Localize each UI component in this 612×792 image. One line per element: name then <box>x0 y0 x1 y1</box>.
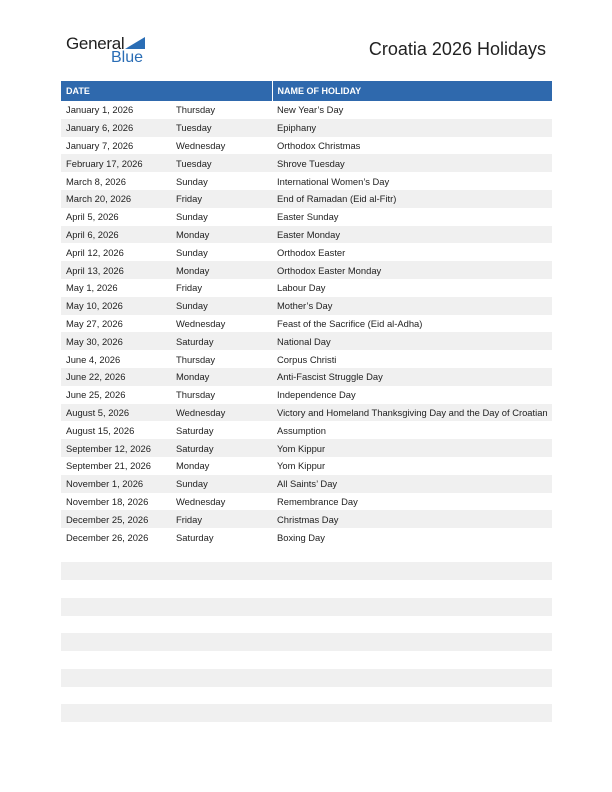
table-row <box>61 261 552 279</box>
cell-weekday: Tuesday <box>171 119 272 137</box>
table-row <box>61 243 552 261</box>
holiday-name-text: Boxing Day <box>277 531 325 543</box>
holiday-name-text: End of Ramadan (Eid al-Fitr) <box>277 193 397 205</box>
cell-date: March 20, 2026 <box>61 190 171 208</box>
table-row <box>61 386 552 404</box>
holiday-name-text: Epiphany <box>277 122 317 134</box>
holiday-name-text: Corpus Christi <box>277 353 337 365</box>
cell-holiday-name <box>272 154 552 172</box>
table-row <box>61 297 552 315</box>
cell-weekday: Thursday <box>171 386 272 404</box>
table-row <box>61 315 552 333</box>
cell-weekday: Wednesday <box>171 493 272 511</box>
holiday-name-text: Labour Day <box>277 282 326 294</box>
table-row <box>61 154 552 172</box>
cell-weekday: Monday <box>171 457 272 475</box>
cell-date: April 12, 2026 <box>61 243 171 261</box>
cell-holiday-name <box>272 315 552 333</box>
cell-holiday-name <box>272 119 552 137</box>
cell-holiday-name <box>272 226 552 244</box>
holiday-name-text: Mother’s Day <box>277 300 333 312</box>
cell-holiday-name <box>272 297 552 315</box>
logo-triangle-icon <box>125 37 145 49</box>
cell-weekday: Wednesday <box>171 137 272 155</box>
cell-holiday-name <box>272 404 552 422</box>
cell-weekday: Friday <box>171 279 272 297</box>
cell-holiday-name <box>272 439 552 457</box>
table-row <box>61 421 552 439</box>
header-holiday-name: NAME OF HOLIDAY <box>272 81 552 101</box>
cell-weekday: Friday <box>171 190 272 208</box>
cell-date: December 26, 2026 <box>61 528 171 546</box>
header-date: DATE <box>61 81 272 101</box>
cell-weekday: Sunday <box>171 172 272 190</box>
logo-text-general: General <box>66 34 125 53</box>
cell-date: April 13, 2026 <box>61 261 171 279</box>
cell-date: May 27, 2026 <box>61 315 171 333</box>
holiday-name-text: Independence Day <box>277 389 356 401</box>
cell-date: September 12, 2026 <box>61 439 171 457</box>
holiday-name-text: Feast of the Sacrifice (Eid al-Adha) <box>277 317 423 329</box>
cell-weekday: Thursday <box>171 350 272 368</box>
table-row <box>61 457 552 475</box>
generalblue-logo <box>66 34 156 68</box>
holiday-name-text: Remembrance Day <box>277 495 358 507</box>
table-row <box>61 101 552 119</box>
cell-weekday: Saturday <box>171 332 272 350</box>
holiday-name-text: Yom Kippur <box>277 442 326 454</box>
cell-weekday: Sunday <box>171 243 272 261</box>
table-row <box>61 439 552 457</box>
holiday-name-text: New Year’s Day <box>277 104 344 116</box>
holiday-name-text: Shrove Tuesday <box>277 157 345 169</box>
table-row <box>61 404 552 422</box>
cell-date: November 1, 2026 <box>61 475 171 493</box>
cell-date: November 18, 2026 <box>61 493 171 511</box>
cell-holiday-name <box>272 386 552 404</box>
cell-weekday: Tuesday <box>171 154 272 172</box>
holiday-name-text: Yom Kippur <box>277 460 326 472</box>
cell-holiday-name <box>272 101 552 119</box>
holiday-name-text: Orthodox Christmas <box>277 139 361 151</box>
table-row <box>61 510 552 528</box>
table-header-row <box>61 81 552 101</box>
cell-date: May 30, 2026 <box>61 332 171 350</box>
cell-holiday-name <box>272 528 552 546</box>
holiday-name-text: Easter Sunday <box>277 211 339 223</box>
cell-weekday: Wednesday <box>171 315 272 333</box>
table-row <box>61 279 552 297</box>
table-row <box>61 119 552 137</box>
holiday-name-text: National Day <box>277 335 331 347</box>
cell-holiday-name <box>272 493 552 511</box>
holiday-name-text: Assumption <box>277 424 326 436</box>
cell-date: January 1, 2026 <box>61 101 171 119</box>
cell-date: April 6, 2026 <box>61 226 171 244</box>
cell-weekday: Sunday <box>171 475 272 493</box>
cell-date: January 7, 2026 <box>61 137 171 155</box>
table-row <box>61 493 552 511</box>
holiday-name-text: Christmas Day <box>277 513 339 525</box>
cell-holiday-name <box>272 243 552 261</box>
table-row <box>61 172 552 190</box>
cell-date: April 5, 2026 <box>61 208 171 226</box>
table-row <box>61 528 552 546</box>
cell-weekday: Friday <box>171 510 272 528</box>
cell-date: August 15, 2026 <box>61 421 171 439</box>
cell-holiday-name <box>272 368 552 386</box>
cell-weekday: Thursday <box>171 101 272 119</box>
cell-holiday-name <box>272 332 552 350</box>
cell-holiday-name <box>272 510 552 528</box>
cell-holiday-name <box>272 172 552 190</box>
cell-date: August 5, 2026 <box>61 404 171 422</box>
empty-row <box>61 598 552 616</box>
holiday-name-text: International Women’s Day <box>277 175 390 187</box>
cell-weekday: Wednesday <box>171 404 272 422</box>
holiday-name-text: Orthodox Easter <box>277 246 346 258</box>
cell-date: May 1, 2026 <box>61 279 171 297</box>
cell-weekday: Sunday <box>171 208 272 226</box>
cell-date: January 6, 2026 <box>61 119 171 137</box>
cell-weekday: Sunday <box>171 297 272 315</box>
cell-date: December 25, 2026 <box>61 510 171 528</box>
table-row <box>61 368 552 386</box>
empty-row <box>61 704 552 722</box>
cell-holiday-name <box>272 208 552 226</box>
cell-holiday-name <box>272 261 552 279</box>
table-row <box>61 332 552 350</box>
logo-text-blue: Blue <box>111 49 144 66</box>
cell-date: February 17, 2026 <box>61 154 171 172</box>
empty-row <box>61 562 552 580</box>
holiday-name-text: Anti-Fascist Struggle Day <box>277 371 383 383</box>
cell-date: June 25, 2026 <box>61 386 171 404</box>
cell-date: March 8, 2026 <box>61 172 171 190</box>
table-row <box>61 350 552 368</box>
table-row <box>61 208 552 226</box>
table-row <box>61 226 552 244</box>
holiday-name-text: Orthodox Easter Monday <box>277 264 382 276</box>
holiday-name-text: All Saints’ Day <box>277 478 338 490</box>
cell-weekday: Saturday <box>171 439 272 457</box>
holidays-table <box>61 81 552 546</box>
cell-holiday-name <box>272 421 552 439</box>
page-title: Croatia 2026 Holidays <box>368 39 546 59</box>
holiday-name-text: Easter Monday <box>277 228 341 240</box>
empty-row <box>61 669 552 687</box>
cell-weekday: Monday <box>171 368 272 386</box>
cell-holiday-name <box>272 475 552 493</box>
table-row <box>61 190 552 208</box>
holiday-name-text: Victory and Homeland Thanksgiving Day and the Day of Croatian <box>277 406 548 418</box>
cell-date: May 10, 2026 <box>61 297 171 315</box>
cell-date: June 22, 2026 <box>61 368 171 386</box>
cell-weekday: Monday <box>171 226 272 244</box>
cell-holiday-name <box>272 350 552 368</box>
cell-date: September 21, 2026 <box>61 457 171 475</box>
empty-row <box>61 633 552 651</box>
table-row <box>61 475 552 493</box>
cell-weekday: Saturday <box>171 528 272 546</box>
cell-weekday: Monday <box>171 261 272 279</box>
cell-holiday-name <box>272 279 552 297</box>
cell-holiday-name <box>272 457 552 475</box>
table-row <box>61 137 552 155</box>
cell-weekday: Saturday <box>171 421 272 439</box>
cell-holiday-name <box>272 190 552 208</box>
cell-holiday-name <box>272 137 552 155</box>
cell-date: June 4, 2026 <box>61 350 171 368</box>
